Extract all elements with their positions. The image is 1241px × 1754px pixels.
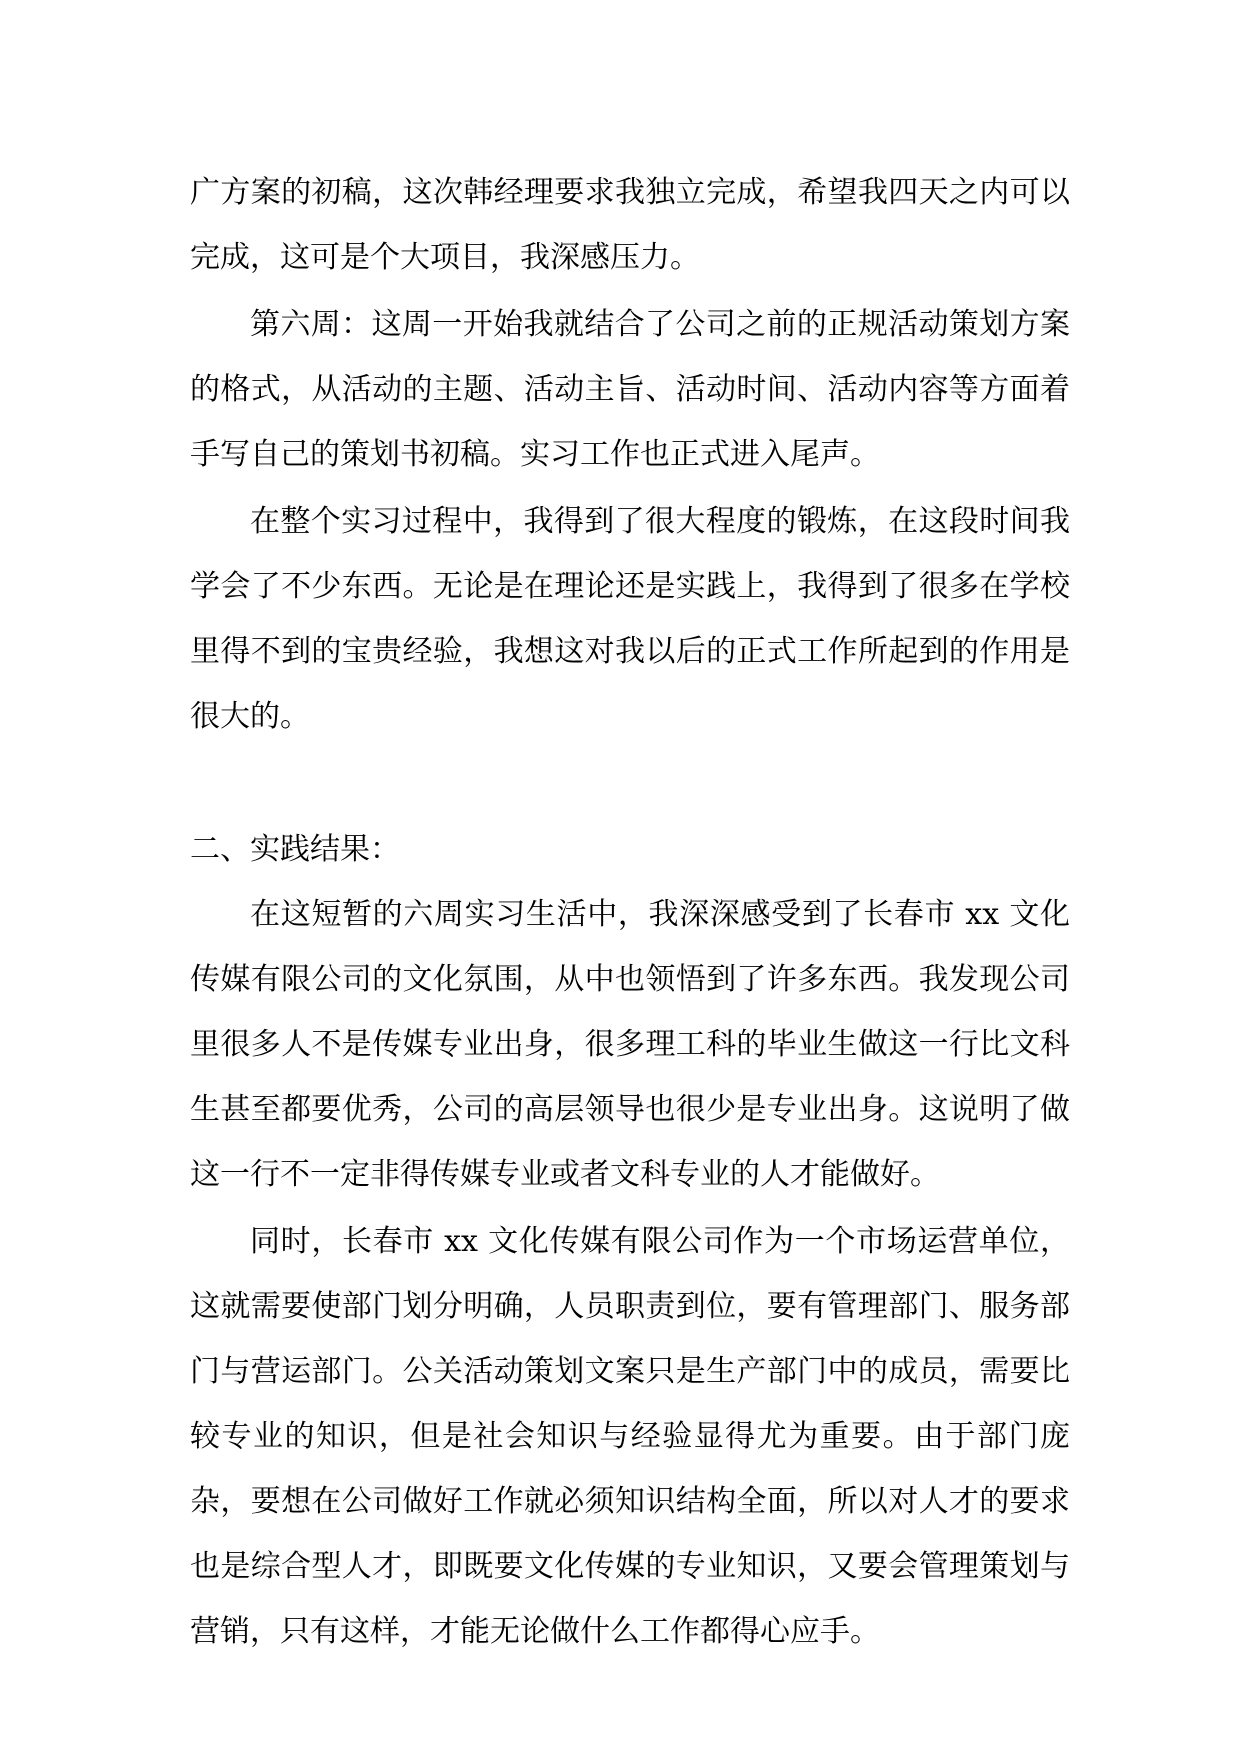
- paragraph-practice-result-1: 在这短暂的六周实习生活中，我深深感受到了长春市 xx 文化传媒有限公司的文化氛围，从中也领悟到了许多东西。我发现公司里很多人不是传媒专业出身，很多理工科的毕业生做这一行比文科生甚至都要优秀，公司的高层领导也很少是专业出身。这说明了做这一行不一定非得传媒专业或者文科专业的人才能做好。: [190, 897, 1070, 1192]
- paragraph-internship-summary: 在整个实习过程中，我得到了很大程度的锻炼，在这段时间我学会了不少东西。无论是在理论还是实践上，我得到了很多在学校里得不到的宝贵经验，我想这对我以后的正式工作所起到的作用是很大的。: [190, 504, 1070, 734]
- paragraph-continuation: 广方案的初稿，这次韩经理要求我独立完成，希望我四天之内可以完成，这可是个大项目，我深感压力。: [190, 175, 1070, 275]
- document-body: [190, 160, 1070, 1666]
- paragraph-practice-result-2: 同时，长春市 xx 文化传媒有限公司作为一个市场运营单位，这就需要使部门划分明确，人员职责到位，要有管理部门、服务部门与营运部门。公关活动策划文案只是生产部门中的成员，需要比较专业的知识，但是社会知识与经验显得尤为重要。由于部门庞杂，要想在公司做好工作就必须知识结构全面，所以对人才的要求也是综合型人才，即既要文化传媒的专业知识，又要会管理策划与营销，只有这样，才能无论做什么工作都得心应手。: [190, 1224, 1070, 1649]
- section-heading: 二、实践结果：: [190, 832, 400, 867]
- paragraph-week-six: 第六周：这周一开始我就结合了公司之前的正规活动策划方案的格式，从活动的主题、活动主旨、活动时间、活动内容等方面着手写自己的策划书初稿。实习工作也正式进入尾声。: [190, 307, 1070, 472]
